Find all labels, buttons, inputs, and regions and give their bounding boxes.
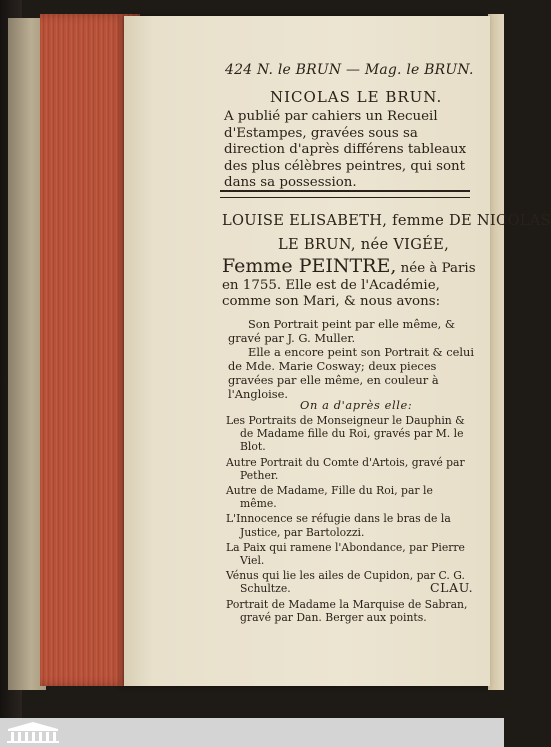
- intro-lead-word: Femme PEINTRE,: [222, 255, 397, 277]
- section-title-nicolas: NICOLAS LE BRUN.: [270, 88, 443, 106]
- section-text-nicolas: A publié par cahiers un Recueil d'Estampes, gravées sous sa direction d'après différens tableaux des plus célèbres peintres, qui sont dans sa possession.: [224, 109, 467, 190]
- next-page-sliver: [488, 14, 504, 690]
- list-item: La Paix qui ramene l'Abondance, par Pierre Viel.: [226, 540, 465, 568]
- list-item: L'Innocence se réfugie dans le bras de la Justice, par Bartolozzi.: [226, 512, 451, 539]
- list-item: Portrait de Madame la Marquise de Sabran, gravé par Dan. Berger aux points.: [226, 597, 468, 624]
- viewer-footer-bar: [0, 718, 504, 747]
- list-item: Autre de Madame, Fille du Roi, par le même.: [226, 484, 433, 511]
- library-building-icon: [4, 721, 62, 744]
- intro-rest: née à Paris en 1755. Elle est de l'Académie, comme son Mari, & nous avons:: [222, 261, 476, 309]
- section-title-louise-line2: LE BRUN, née VIGÉE,: [278, 236, 450, 253]
- paragraph-portrait-cosway: Elle a encore peint son Portrait & celui de Mde. Marie Cosway; deux pieces gravées par elle même, en couleur à l'Angloise.: [228, 345, 475, 401]
- catchword: CLAU.: [430, 580, 474, 595]
- paragraph-portrait-muller: Son Portrait peint par elle même, & gravé par J. G. Muller.: [228, 317, 455, 345]
- list-item: Vénus qui lie les ailes de Cupidon, par C. G. Schultze.: [226, 569, 465, 596]
- list-item: Les Portraits de Monseigneur le Dauphin & de Madame fille du Roi, gravés par M. le Blot.: [226, 414, 465, 454]
- section-intro-louise: [222, 255, 478, 311]
- running-header: 424 N. le BRUN — Mag. le BRUN.: [225, 62, 474, 78]
- list-item: Autre Portrait du Comte d'Artois, gravé par Pether.: [226, 455, 465, 482]
- section-title-louise-line1: LOUISE ELISABETH, femme DE NICOLAS: [222, 212, 551, 229]
- subheading-after-her: On a d'après elle:: [300, 398, 413, 412]
- section-divider-rule: [220, 190, 470, 198]
